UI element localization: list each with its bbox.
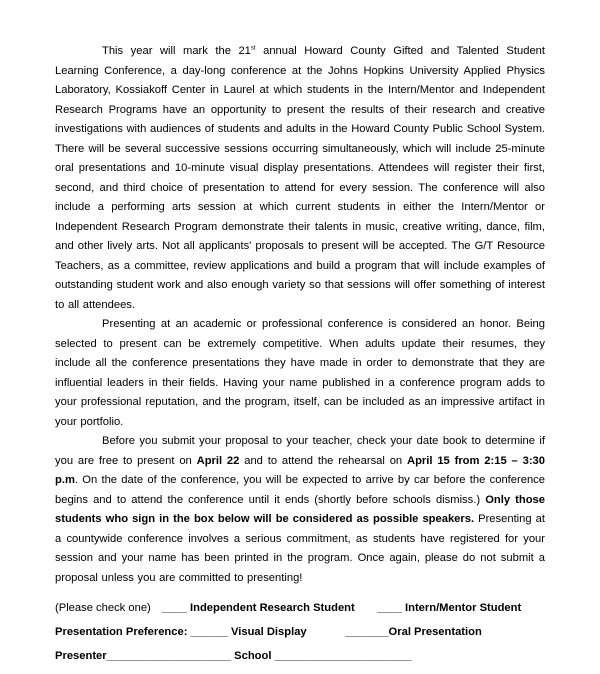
preference-visual-display[interactable]: Presentation Preference: ______ Visual Display	[55, 626, 307, 638]
intro-text-rest: annual Howard County Gifted and Talented Student Learning Conference, a day-long conference at the Johns Hopkins University Applied Physics Laboratory, Kossiakoff Center in Laurel at which students in the Intern/Mentor and Independent Research Programs have an opportunity to present the results of their research and creative investigations with audiences of students and adults in the Howard County Public School System. There will be several successive sessions occurring simultaneously, which will include 25-minute oral presentations and 10-minute visual display presentations. Attendees will register their first, second, and third choice of presentation to attend for every session. The conference will also include a performing arts session at which current students in either the Intern/Mentor or Independent Research Program demonstrate their talents in music, creative writing, dance, film, and other lively arts. Not all applicants' proposals to present will be accepted. The G/T Resource Teachers, as a committee, review applications and build a program that will include examples of outstanding student work and also enough variety so that sessions will offer something of interest to all attendees.	[55, 45, 545, 311]
student-type-row	[55, 602, 545, 626]
instructions-text-1: Before you submit your proposal to your teacher, check your date book to determine if you are free to present on	[55, 435, 545, 467]
presenter-school-fields[interactable]: Presenter____________________ School ______________________	[55, 650, 412, 662]
presentation-preference-row	[55, 626, 545, 650]
option-independent-research[interactable]: ____ Independent Research Student	[162, 602, 355, 614]
ordinal-suffix: st	[250, 45, 256, 52]
instructions-text-3: . On the date of the conference, you will be expected to arrive by car before the conference begins and to attend the conference until it ends (shortly before schools dismiss.)	[55, 474, 545, 506]
paragraph-conference-intro	[55, 42, 545, 315]
option-intern-mentor[interactable]: ____ Intern/Mentor Student	[377, 602, 522, 614]
intro-text-start: This year will mark the 21	[102, 45, 251, 57]
instructions-text-4: Presenting at a countywide conference involves a serious commitment, as students have registered for your session and your name has been printed in the program. Once again, please do not submit a proposal unless you are committed to presenting!	[55, 513, 545, 584]
instructions-text-2: and to attend the rehearsal on	[239, 454, 407, 467]
paragraph-submission-instructions	[55, 432, 545, 588]
presentation-date: April 22	[196, 454, 240, 467]
signup-form	[55, 602, 545, 674]
paragraph-presenting-honor: Presenting at an academic or professional conference is considered an honor. Being selected to present can be extremely competitive. When adults update their resumes, they include all the conference presentations they have made in order to demonstrate that they are influential leaders in their fields. Having your name published in a conference program adds to your professional reputation, and the program, itself, can be included as an impressive artifact in your portfolio.	[55, 318, 545, 428]
rehearsal-date: April 15 from 2:15 – 3:30 p.m	[55, 454, 545, 486]
preference-oral-presentation[interactable]: _______Oral Presentation	[345, 626, 482, 638]
presenter-school-row	[55, 650, 545, 674]
sign-in-requirement: Only those students who sign in the box below will be considered as possible speakers.	[55, 493, 545, 525]
check-one-label: (Please check one)	[55, 602, 151, 614]
